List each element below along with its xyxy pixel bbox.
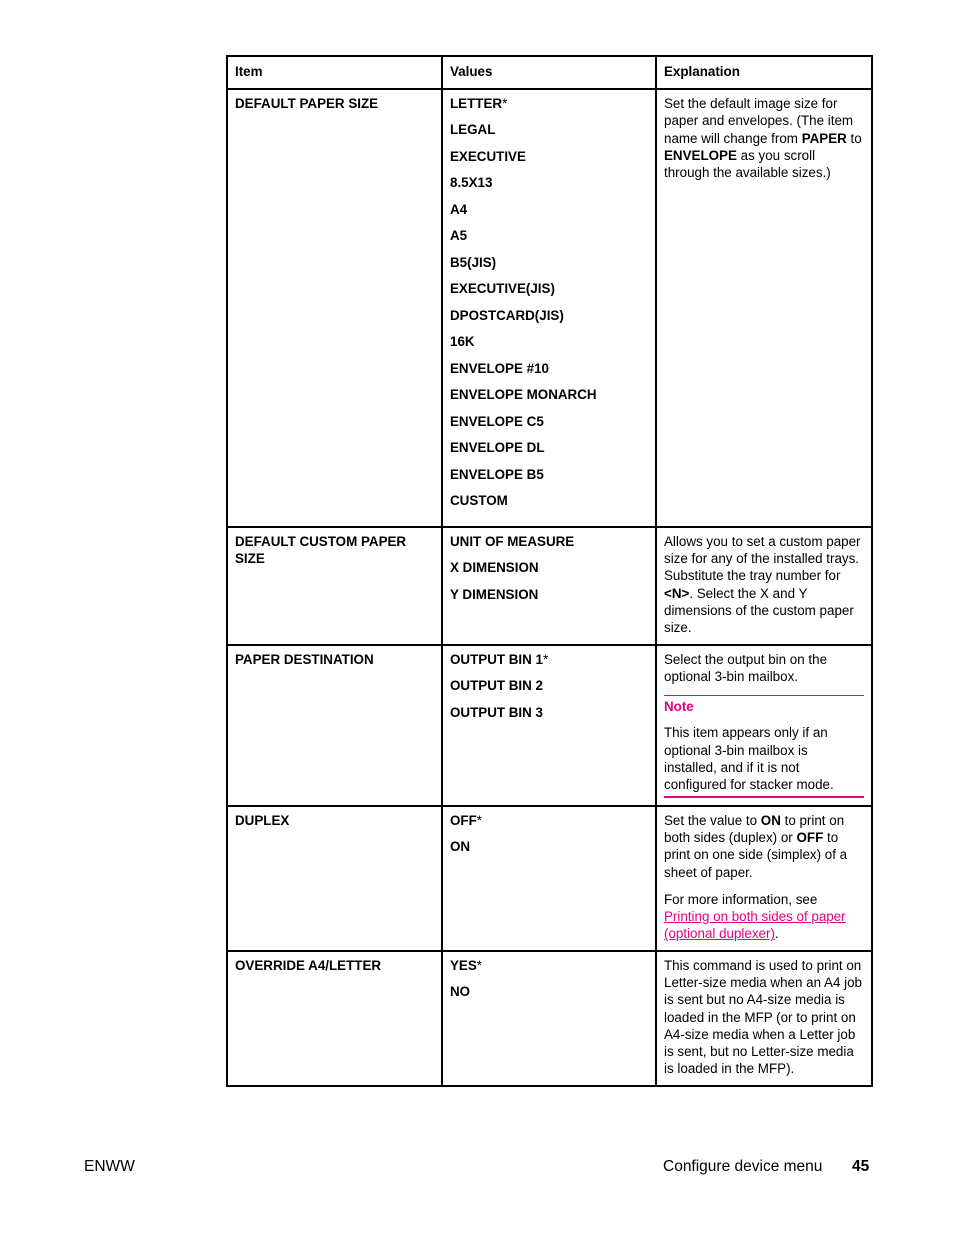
item-cell: DUPLEX: [227, 806, 442, 951]
value-item: UNIT OF MEASURE: [450, 533, 575, 549]
default-marker: *: [476, 812, 482, 828]
values-cell: [442, 527, 656, 645]
value-item: ENVELOPE DL: [450, 440, 545, 456]
note-box: [664, 695, 864, 797]
value-item: LETTER*: [450, 96, 508, 111]
explanation-text: Set the default image size for paper and envelopes. (The item name will change from PAPER to ENVELOPE as you scroll through the available sizes.): [664, 96, 862, 181]
values-cell: [442, 89, 656, 527]
header-values: Values: [442, 56, 656, 89]
value-item: B5(JIS): [450, 254, 497, 270]
explanation-text: Set the value to ON to print on both sides (duplex) or OFF to print on one side (simplex) of a sheet of paper.: [664, 812, 848, 880]
item-cell: OVERRIDE A4/LETTER: [227, 951, 442, 1086]
value-item: OUTPUT BIN 2: [450, 678, 543, 694]
item-cell: DEFAULT PAPER SIZE: [227, 89, 442, 527]
page-number: 45: [852, 1158, 870, 1175]
value-item: A4: [450, 201, 468, 217]
explanation-cell: [656, 645, 872, 806]
item-cell: PAPER DESTINATION: [227, 645, 442, 806]
value-item: OUTPUT BIN 3: [450, 704, 543, 720]
explanation-cell: [656, 951, 872, 1086]
table-row: [227, 951, 872, 1086]
note-title: Note: [664, 699, 694, 715]
explanation-text: Select the output bin on the optional 3-bin mailbox.: [664, 651, 828, 684]
value-item: EXECUTIVE(JIS): [450, 281, 555, 297]
value-item: CUSTOM: [450, 493, 508, 509]
header-explanation: Explanation: [656, 56, 872, 89]
values-cell: [442, 806, 656, 951]
value-item: ENVELOPE B5: [450, 466, 544, 482]
value-item: ENVELOPE #10: [450, 360, 549, 376]
value-item: ENVELOPE MONARCH: [450, 387, 597, 403]
values-cell: [442, 645, 656, 806]
header-item: Item: [227, 56, 442, 89]
value-item: NO: [450, 984, 471, 1000]
default-marker: *: [476, 957, 483, 973]
value-item: ON: [450, 839, 471, 855]
value-item: YES*: [450, 957, 483, 973]
footer-section-title: Configure device menu: [663, 1158, 823, 1175]
value-item: DPOSTCARD(JIS): [450, 307, 564, 323]
value-item: X DIMENSION: [450, 560, 539, 576]
value-item: ENVELOPE C5: [450, 413, 544, 429]
explanation-cell: [656, 527, 872, 645]
explanation-text: Allows you to set a custom paper size for any of the installed trays. Substitute the tray number for <N>. Select the X and Y dimensions of the custom paper size.: [664, 533, 861, 636]
explanation-cell: [656, 89, 872, 527]
note-text: This item appears only if an optional 3-bin mailbox is installed, and if it is not configured for stacker mode.: [664, 725, 834, 793]
value-item: 8.5X13: [450, 175, 493, 191]
table-row: [227, 527, 872, 645]
value-item: A5: [450, 228, 468, 244]
settings-table: [226, 55, 873, 1087]
value-item: EXECUTIVE: [450, 148, 526, 164]
values-cell: [442, 951, 656, 1086]
table-row: [227, 806, 872, 951]
table-header-row: [227, 56, 872, 89]
item-cell: DEFAULT CUSTOM PAPER SIZE: [227, 527, 442, 645]
value-item: 16K: [450, 334, 475, 350]
value-item: OFF*: [450, 812, 482, 828]
explanation-text: For more information, see Printing on both sides of paper (optional duplexer).: [664, 891, 846, 942]
footer-left-label: ENWW: [84, 1158, 135, 1175]
default-marker: *: [543, 651, 549, 667]
table-row: [227, 645, 872, 806]
value-item: OUTPUT BIN 1*: [450, 651, 549, 667]
explanation-cell: [656, 806, 872, 951]
duplex-printing-link[interactable]: Printing on both sides of paper (optional duplexer): [664, 909, 846, 942]
default-marker: *: [502, 96, 508, 111]
table-row: [227, 89, 872, 527]
value-item: LEGAL: [450, 122, 496, 138]
value-item: Y DIMENSION: [450, 586, 539, 602]
explanation-text: This command is used to print on Letter-size media when an A4 job is sent but no A4-size media is loaded in the MFP (or to print on A4-size media when a Letter job is sent, but no Letter-size media is loaded in the MFP).: [664, 957, 863, 1077]
